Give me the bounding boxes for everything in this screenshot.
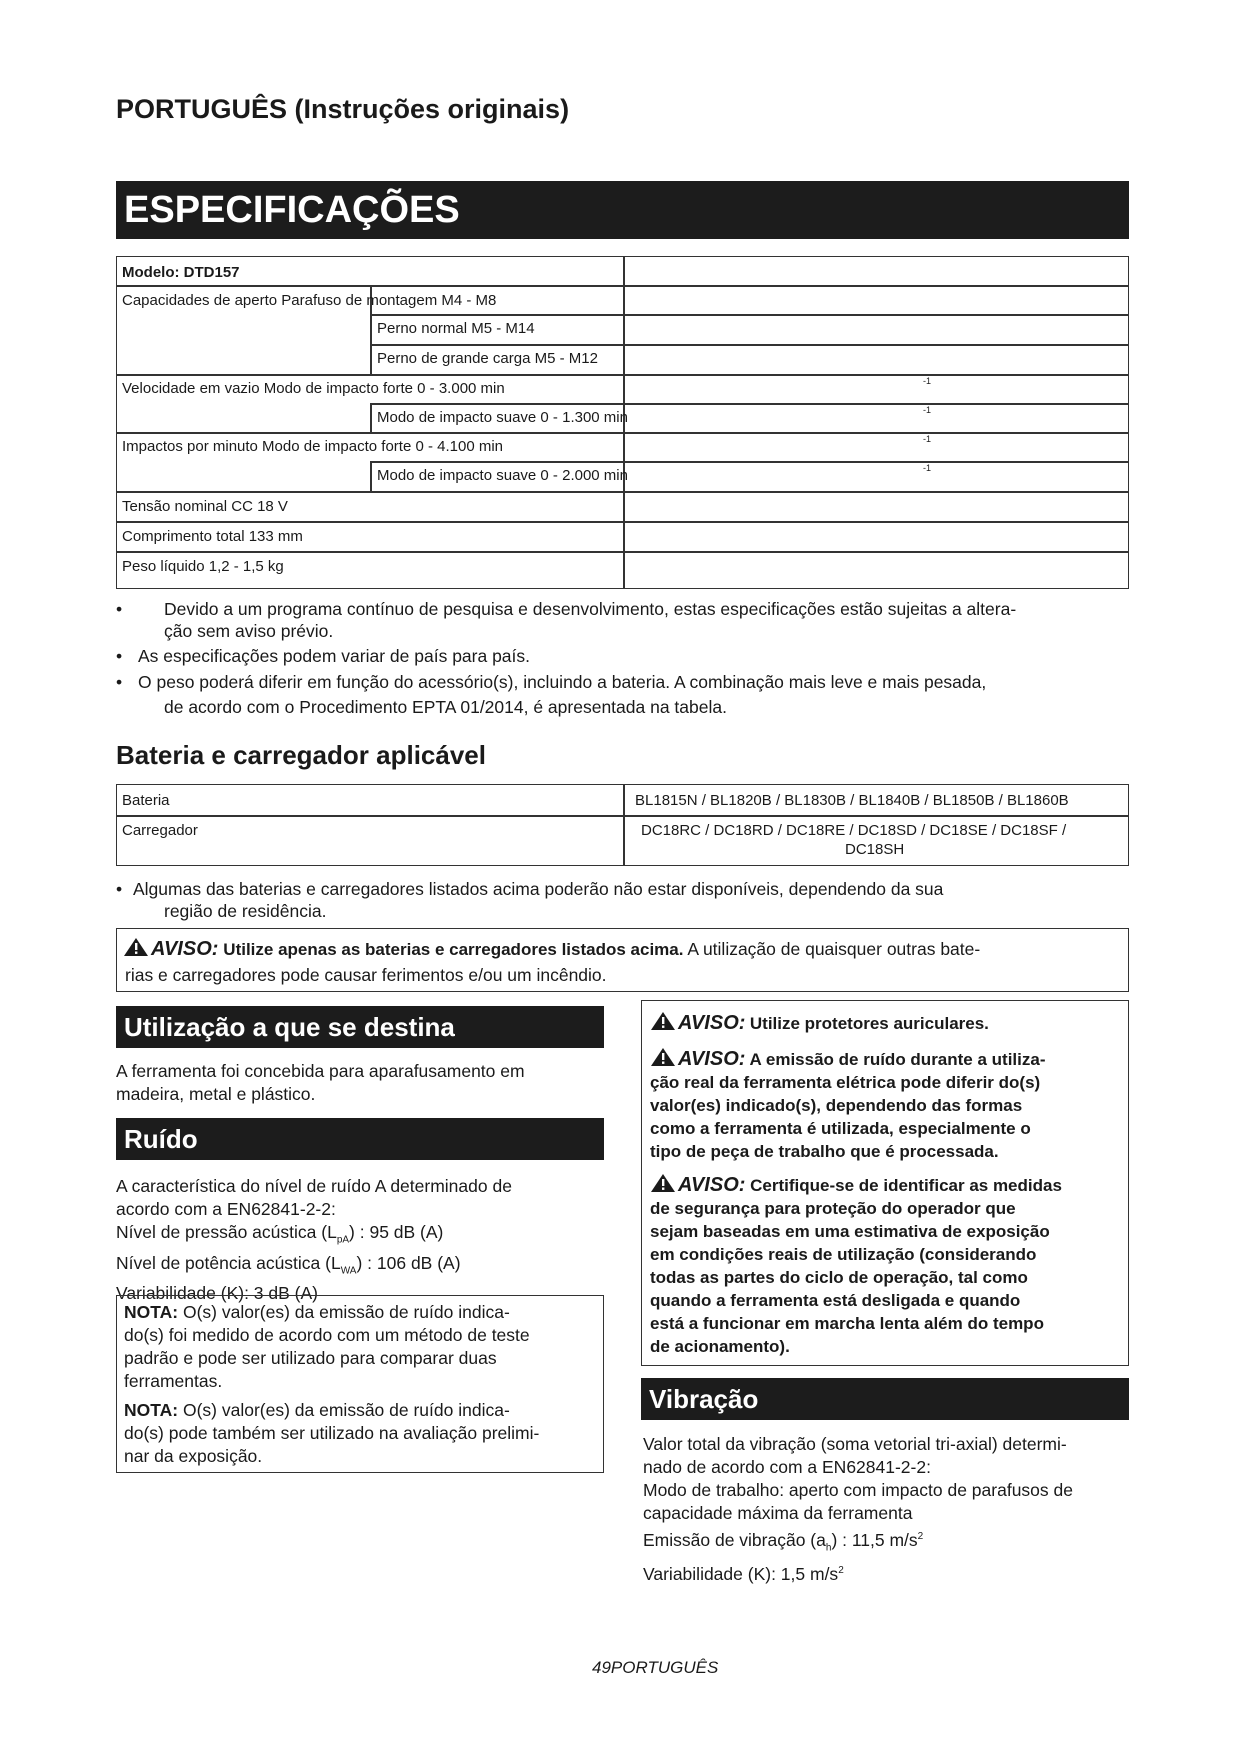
note-text: Devido a um programa contínuo de pesquisa e desenvolvimento, estas especificações estão sujeitas a altera- — [164, 599, 1017, 619]
note-text: As especificações podem variar de país para país. — [138, 646, 531, 666]
warning-text: rias e carregadores pode causar ferimentos e/ou um incêndio. — [125, 965, 607, 985]
warning-icon — [650, 1047, 676, 1067]
note-text: O peso poderá diferir em função do acessório(s), incluindo a bateria. A combinação mais leve e mais pesada, — [138, 672, 987, 692]
noise-heading: Ruído — [116, 1118, 604, 1160]
unit-superscript: -1 — [923, 434, 932, 444]
noise-warnings-box — [641, 1000, 1129, 1366]
battery-table — [116, 784, 1129, 866]
warning-icon — [650, 1011, 676, 1031]
specifications-table — [116, 256, 1129, 589]
model-label: Modelo: DTD157 — [122, 264, 240, 281]
spec-row: Perno normal M5 - M14 — [377, 320, 535, 337]
sound-power-level: Nível de potência acústica $(L_{WA})$ : 106 dB (A) — [116, 1252, 461, 1276]
vibration-emission: Emissão de vibração $(a_h)$ : 11,5 $m/s^2$ — [643, 1529, 924, 1554]
warning-text: A utilização de quaisquer outras bate- — [687, 939, 981, 959]
intended-use-heading: Utilização a que se destina — [116, 1006, 604, 1048]
warning: AVISO: Certifique-se de identificar as medidas de segurança para proteção do operador que sejam baseadas em uma estimativa de exposição em condições reais de utilização (considerando todas as partes do ciclo de operação, tal como quando a ferramenta está desligada e quando está a funcionar em marcha lenta além do tempo de acionamento). — [650, 1174, 1062, 1356]
warning-icon — [123, 937, 149, 957]
spec-row: Perno de grande carga M5 - M12 — [377, 350, 598, 367]
spec-row: Tensão nominal CC 18 V — [122, 498, 288, 515]
warning: AVISO: Utilize protetores auriculares. — [650, 1011, 989, 1036]
battery-models: BL1815N / BL1820B / BL1830B / BL1840B / BL1850B / BL1860B — [635, 792, 1069, 809]
vibration-data — [643, 1433, 1073, 1586]
charger-models: DC18SH — [845, 841, 905, 858]
specifications-heading: ESPECIFICAÇÕES — [116, 181, 1129, 239]
note-text: região de residência. — [164, 901, 327, 921]
page-language-title: PORTUGUÊS (Instruções originais) — [116, 94, 570, 124]
unit-superscript: -1 — [923, 405, 932, 415]
text-line: Valor total da vibração (soma vetorial tri-axial) determi- — [643, 1434, 1067, 1454]
text-line: madeira, metal e plástico. — [116, 1084, 316, 1104]
spec-notes — [116, 597, 1129, 722]
warning-label: AVISO: — [151, 938, 219, 960]
note: NOTA: O(s) valor(es) da emissão de ruído indica- do(s) foi medido de acordo com um método de teste padrão e pode ser utilizado para comparar duas ferramentas. — [124, 1302, 530, 1391]
spec-row: Modo de impacto suave 0 - 2.000 min — [377, 467, 628, 484]
warning-icon — [650, 1173, 676, 1193]
warning-bold-text: Utilize apenas as baterias e carregadores listados acima. — [223, 940, 684, 959]
bullet: • — [116, 599, 123, 619]
noise-variability: Variabilidade (K): 3 dB (A) — [116, 1283, 318, 1303]
noise-data — [116, 1175, 512, 1305]
text-line: capacidade máxima da ferramenta — [643, 1503, 913, 1523]
intended-use-text — [116, 1060, 525, 1106]
spec-row: Peso líquido 1,2 - 1,5 kg — [122, 558, 284, 575]
vibration-heading: Vibração — [641, 1378, 1129, 1420]
noise-notes-box — [116, 1295, 604, 1473]
text-line: nado de acordo com a EN62841-2-2: — [643, 1457, 931, 1477]
spec-row: Comprimento total 133 mm — [122, 528, 303, 545]
note-text: ção sem aviso prévio. — [164, 621, 334, 641]
note-text: de acordo com o Procedimento EPTA 01/2014, é apresentada na tabela. — [164, 697, 727, 717]
text-line: acordo com a EN62841-2-2: — [116, 1199, 336, 1219]
unit-superscript: -1 — [923, 376, 932, 386]
spec-row: Impactos por minuto Modo de impacto forte 0 - 4.100 min — [122, 438, 504, 455]
charger-label: Carregador — [122, 822, 198, 839]
spec-row: Capacidades de aperto Parafuso de montagem M4 - M8 — [122, 292, 497, 309]
spec-row: Velocidade em vazio Modo de impacto forte 0 - 3.000 min — [122, 380, 505, 397]
bullet: • — [116, 672, 123, 692]
unit-superscript: -1 — [923, 463, 932, 473]
battery-label: Bateria — [122, 792, 170, 809]
note-text: Algumas das baterias e carregadores listados acima poderão não estar disponíveis, dependendo da sua — [133, 879, 944, 899]
text-line: A ferramenta foi concebida para aparafusamento em — [116, 1061, 525, 1081]
bullet: • — [116, 646, 123, 666]
battery-warning — [116, 928, 1129, 992]
bullet: • — [116, 879, 123, 899]
charger-models: DC18RC / DC18RD / DC18RE / DC18SD / DC18SE / DC18SF / — [641, 822, 1067, 839]
sound-pressure-level: Nível de pressão acústica $(L_{pA})$ : 95 dB (A) — [116, 1222, 444, 1246]
text-line: A característica do nível de ruído A determinado de — [116, 1176, 512, 1196]
warning: AVISO: A emissão de ruído durante a utiliza- ção real da ferramenta elétrica pode diferir do(s) valor(es) indicado(s), dependendo das formas como a ferramenta é utilizada, especialmente o tipo de peça de trabalho que é processada. — [650, 1048, 1046, 1161]
text-line: Modo de trabalho: aperto com impacto de parafusos de — [643, 1480, 1073, 1500]
page-number: 49PORTUGUÊS — [592, 1658, 719, 1677]
spec-row: Modo de impacto suave 0 - 1.300 min — [377, 409, 628, 426]
note: NOTA: O(s) valor(es) da emissão de ruído indica- do(s) pode também ser utilizado na avaliação prelimi- nar da exposição. — [124, 1400, 540, 1466]
battery-heading: Bateria e carregador aplicável — [116, 740, 486, 770]
vibration-variability: Variabilidade (K): 1,5 $m/s^2$ — [643, 1564, 844, 1585]
